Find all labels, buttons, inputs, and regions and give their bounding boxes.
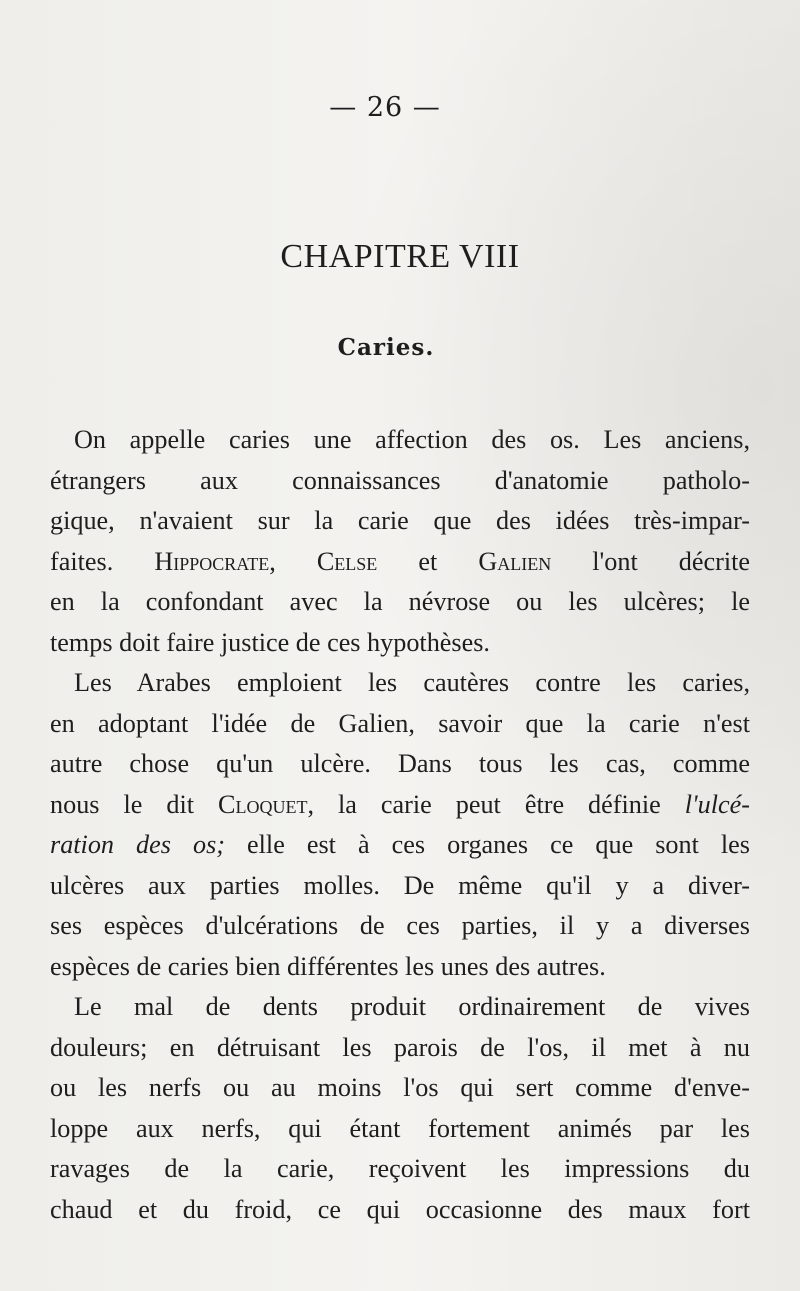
text-line: espèces de caries bien différentes les unes des autres.	[50, 951, 606, 981]
section-title: Caries.	[337, 334, 435, 361]
page-number: — 26 —	[329, 92, 441, 123]
text-line: Les Arabes emploient les cautères contre les caries,	[74, 668, 750, 697]
text-line: ration des os; elle est à ces organes ce que sont les	[50, 830, 750, 859]
text-line: faites. Hippocrate, Celse et Galien l'ont décrite	[50, 546, 751, 576]
text-line: nous le dit Cloquet, la carie peut être définie l'ulcé-	[50, 789, 750, 819]
text-line: ravages de la carie, reçoivent les impressions du	[50, 1154, 750, 1183]
chapter-title: CHAPITRE VIII	[280, 238, 520, 275]
text-line: ou les nerfs ou au moins l'os qui sert comme d'enve-	[50, 1073, 750, 1102]
text-line: temps doit faire justice de ces hypothèses.	[50, 627, 490, 657]
text-line: douleurs; en détruisant les parois de l'os, il met à nu	[50, 1032, 750, 1062]
text-line: ses espèces d'ulcérations de ces parties, il y a diverses	[50, 911, 750, 940]
text-line: en la confondant avec la névrose ou les ulcères; le	[50, 587, 750, 616]
text-line: chaud et du froid, ce qui occasionne des maux fort	[50, 1194, 750, 1224]
text-line: loppe aux nerfs, qui étant fortement animés par les	[50, 1113, 750, 1143]
text-line: étrangers aux connaissances d'anatomie patholo-	[50, 465, 750, 495]
author-name: Cloquet	[218, 789, 308, 819]
author-name: Galien	[478, 546, 552, 576]
text-line: On appelle caries une affection des os. Les anciens,	[74, 425, 750, 454]
text-line: en adoptant l'idée de Galien, savoir que la carie n'est	[50, 708, 750, 738]
author-name: Hippocrate	[154, 546, 270, 576]
text-line: gique, n'avaient sur la carie que des idées très-impar-	[50, 506, 750, 535]
italic-text: l'ulcé-	[684, 789, 750, 819]
author-name: Celse	[316, 546, 378, 576]
text-line: ulcères aux parties molles. De même qu'il y a diver-	[50, 870, 750, 900]
italic-text: ration des os;	[50, 830, 225, 859]
text-line: Le mal de dents produit ordinairement de vives	[74, 992, 750, 1021]
body-text	[50, 420, 750, 1230]
text-line: autre chose qu'un ulcère. Dans tous les cas, comme	[50, 749, 750, 778]
